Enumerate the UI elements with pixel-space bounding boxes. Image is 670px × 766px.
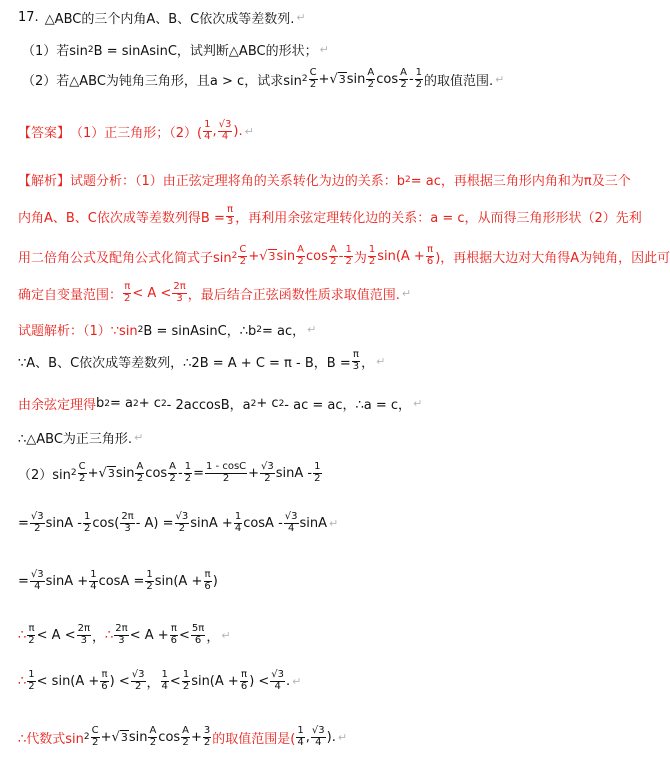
frac-c-2: $\frac{C}{2}$: [91, 725, 99, 748]
paragraph-mark: ↵: [134, 431, 144, 444]
therefore-symbol: ∴: [105, 627, 114, 643]
conclusion-text: ∴代数式sin: [18, 731, 84, 747]
paragraph-mark: ↵: [296, 11, 306, 24]
sqrt-3: √ 3: [111, 729, 128, 745]
frac-a-2: $\frac{A}{2}$: [169, 461, 177, 484]
part-1-text: B = sinAsinC，试判断△ABC的形状；: [93, 44, 318, 59]
frac-2pi-3: $\frac{2\pi}{3}$: [121, 511, 134, 534]
sqrt-3: √ 3: [259, 248, 276, 264]
solution-plus-c: + c: [138, 396, 161, 411]
frac-pi-6: $\frac{\pi}{6}$: [240, 669, 248, 692]
analysis-text-3b: 为: [353, 250, 367, 266]
paragraph-mark: ↵: [244, 124, 254, 138]
solution-line-9: ∴ $\frac{1}{2}$ < sin(A + $\frac{\pi}{6}$ ) < $\frac{√3}{2}$ ， $\frac{1}{4}$ < $\frac{1}{2}$ sin(A + $\frac{\pi}{6}$ ) < $\frac{√3}{4}$ . ↵: [18, 669, 302, 692]
frac-1-4: $\frac{1}{4}$: [204, 119, 211, 142]
frac-a-2: $\frac{A}{2}$: [136, 461, 144, 484]
question-number: 17.: [18, 10, 39, 25]
frac-a-2: $\frac{A}{2}$: [297, 244, 305, 267]
paragraph-mark: ↵: [292, 674, 302, 688]
analysis-text-3c: sin(A +: [377, 248, 425, 264]
paragraph-mark: ↵: [221, 628, 231, 642]
analysis-line-4: [18, 282, 411, 304]
solution-text-1: 试题解析：（1）∵sin: [18, 324, 138, 339]
solution-line-10: ∴代数式sin 2 $\frac{C}{2}$ + √ 3 sin $\frac{A}{2}$ cos $\frac{A}{2}$ + $\frac{3}{2}$ 的取值范围是( $\frac{1}{4}$ , $\frac{√3}{4}$ ). ↵: [18, 725, 348, 748]
frac-1-4: $\frac{1}{4}$: [90, 569, 97, 592]
solution-text-4: ∴△ABC为正三角形.: [18, 432, 133, 447]
paragraph-mark: ↵: [307, 323, 317, 336]
frac-c-2: $\frac{C}{2}$: [239, 244, 247, 267]
frac-1-2: $\frac{1}{2}$: [314, 461, 321, 484]
part-2-lead: （2）若△ABC为钝角三角形，且a > c，试求sin: [22, 73, 302, 89]
frac-1-4: $\frac{1}{4}$: [297, 725, 304, 748]
frac-1-2: $\frac{1}{2}$: [182, 669, 190, 692]
frac-1-2: $\frac{1}{2}$: [345, 244, 352, 267]
therefore-symbol: ∴: [18, 627, 27, 643]
frac-1-2: $\frac{1}{2}$: [146, 569, 153, 592]
frac-pi-6: $\frac{\pi}{6}$: [426, 244, 434, 267]
frac-pi-6: $\frac{\pi}{6}$: [170, 623, 178, 646]
frac-1-2: $\frac{1}{2}$: [368, 244, 376, 267]
frac-sqrt3-2: $\frac{√3}{2}$: [131, 669, 145, 692]
analysis-line-1: 【解析】 试题分析：（1）由正弦定理将角的关系转化为边的关系：b 2 = ac，再根据三角形内角和为π及三个: [18, 170, 631, 189]
part-2-tail: 的取值范围.: [424, 73, 494, 89]
analysis-line-2: [18, 205, 642, 227]
solution-line-2: ∵A、B、C依次成等差数列，∴2B = A + C = π - B，B = $\frac{\pi}{3}$ ， ↵: [18, 349, 386, 372]
analysis-text-4b: < A <: [132, 285, 172, 301]
solution-b: b: [96, 396, 105, 411]
frac-1-2: $\frac{1}{2}$: [415, 67, 423, 90]
paragraph-mark: ↵: [337, 730, 348, 744]
solution-text-5a: （2）sin: [18, 467, 71, 483]
solution-text-3e: - 2accosB，a: [166, 398, 251, 413]
frac-1-cosc-2: $\frac{1 - \cos C}{2}$: [206, 461, 247, 484]
frac-1-4: $\frac{1}{4}$: [234, 511, 242, 534]
solution-text-3a: 由余弦定理得: [18, 398, 97, 413]
frac-pi-2: $\frac{\pi}{2}$: [124, 281, 131, 304]
frac-pi-3: $\frac{\pi}{3}$: [226, 204, 234, 227]
frac-sqrt3-4: $\frac{√3}{4}$: [284, 511, 298, 534]
analysis-text-4c: ，最后结合正弦函数性质求取值范围.: [187, 287, 400, 303]
paragraph-mark: ↵: [495, 72, 505, 86]
frac-2pi-3: $\frac{2\pi}{3}$: [77, 623, 90, 646]
frac-1-2: $\frac{1}{2}$: [83, 511, 91, 534]
frac-1-2: $\frac{1}{2}$: [184, 461, 192, 484]
paragraph-mark: ↵: [401, 286, 412, 300]
frac-c-2: $\frac{C}{2}$: [78, 461, 86, 484]
frac-5pi-6: $\frac{5\pi}{6}$: [191, 623, 205, 646]
solution-text-1c: = ac，: [261, 324, 306, 339]
analysis-label: 【解析】: [18, 174, 71, 189]
frac-a-2: $\frac{A}{2}$: [329, 244, 337, 267]
analysis-text-1: 试题分析：（1）由正弦定理将角的关系转化为边的关系：b: [70, 174, 406, 189]
solution-line-4: [18, 428, 143, 447]
paragraph-mark: ↵: [329, 516, 339, 530]
part-1: （1）若sin 2 B = sinAsinC，试判断△ABC的形状； ↵: [22, 40, 329, 59]
frac-1-4: $\frac{1}{4}$: [161, 669, 168, 692]
solution-line-1: 试题解析：（1）∵sin 2 B = sinAsinC，∴b 2 = ac， ↵: [18, 320, 316, 339]
frac-a-2: $\frac{A}{2}$: [367, 67, 375, 90]
frac-sqrt3-4: $\frac{√3}{4}$: [218, 119, 232, 142]
therefore-symbol: ∴: [18, 673, 27, 689]
solution-line-8: ∴ $\frac{\pi}{2}$ < A < $\frac{2\pi}{3}$ ， ∴ $\frac{2\pi}{3}$ < A + $\frac{\pi}{6}$ < $\frac{5\pi}{6}$ ， ↵: [18, 623, 231, 646]
solution-text-2: ∵A、B、C依次成等差数列，∴2B = A + C = π - B，B =: [18, 355, 351, 371]
frac-pi-6: $\frac{\pi}{6}$: [204, 569, 211, 592]
conclusion-tail: 的取值范围是(: [212, 731, 296, 747]
frac-sqrt3-4: $\frac{√3}{4}$: [311, 725, 325, 748]
frac-sqrt3-2: $\frac{√3}{2}$: [30, 511, 44, 534]
solution-plus-c: + c: [256, 396, 279, 411]
frac-sqrt3-4: $\frac{√3}{4}$: [30, 569, 44, 592]
solution-text-1b: B = sinAsinC，∴b: [143, 324, 257, 339]
paragraph-mark: ↵: [413, 397, 423, 410]
sqrt-3: √ 3: [329, 71, 346, 87]
frac-sqrt3-2: $\frac{√3}{2}$: [261, 461, 274, 484]
frac-3-2: $\frac{3}{2}$: [203, 725, 211, 748]
solution-line-3: 由余弦定理得 b 2 = a 2 + c 2 - 2accosB，a 2 + c 2 - ac = ac，∴a = c， ↵: [18, 396, 423, 413]
solution-line-7: = $\frac{√3}{4}$ sinA + $\frac{1}{4}$ cosA = $\frac{1}{2}$ sin(A + $\frac{\pi}{6}$ ): [18, 569, 218, 592]
paragraph-mark: ↵: [376, 354, 386, 368]
frac-1-2: $\frac{1}{2}$: [28, 669, 35, 692]
analysis-text-2b: ，再利用余弦定理转化边的关系：a = c，从而得三角形形状（2）先利: [235, 210, 642, 226]
frac-2pi-3: $\frac{2\pi}{3}$: [173, 281, 186, 304]
frac-pi-3: $\frac{\pi}{3}$: [352, 349, 360, 372]
frac-pi-6: $\frac{\pi}{6}$: [101, 669, 108, 692]
answer-text: （1）正三角形；（2）(: [70, 125, 203, 141]
analysis-text-3a: 用二倍角公式及配角公式化简式子sin: [18, 250, 232, 266]
frac-a-2: $\frac{A}{2}$: [149, 725, 157, 748]
part-1-lead: （1）若sin: [22, 44, 88, 59]
frac-a-2: $\frac{A}{2}$: [182, 725, 190, 748]
frac-sqrt3-4: $\frac{√3}{4}$: [271, 669, 285, 692]
frac-sqrt3-2: $\frac{√3}{2}$: [175, 511, 189, 534]
frac-a-2: $\frac{A}{2}$: [400, 67, 407, 90]
sqrt-3: √ 3: [98, 465, 115, 481]
frac-2pi-3: $\frac{2\pi}{3}$: [115, 623, 128, 646]
analysis-text-4a: 确定自变量范围：: [18, 287, 123, 303]
question-stem: [18, 8, 306, 27]
answer-label: 【答案】: [18, 125, 71, 141]
solution-eq: = a: [110, 396, 134, 411]
answer-line: 【答案】 （1）正三角形；（2）( $\frac{1}{4}$ , $\frac{√3}{4}$ ). ↵: [18, 119, 254, 142]
solution-text-3g: - ac = ac，∴a = c，: [284, 398, 412, 413]
solution-line-6: = $\frac{√3}{2}$ sinA - $\frac{1}{2}$ cos( $\frac{2\pi}{3}$ - A) = $\frac{√3}{2}$ sinA + $\frac{1}{4}$ cosA - $\frac{√3}{4}$ sinA ↵: [18, 511, 339, 534]
frac-c-2: $\frac{C}{2}$: [309, 67, 317, 90]
question-text: △ABC的三个内角A、B、C依次成等差数列.: [44, 12, 295, 27]
solution-line-5: （2）sin 2 $\frac{C}{2}$ + √ 3 sin $\frac{A}{2}$ cos $\frac{A}{2}$ - $\frac{1}{2}$ = $\frac{1 - \cos C}{2}$ + $\frac{√3}{2}$ sinA - $\frac{1}{2}$: [18, 461, 321, 484]
part-2: （2）若△ABC为钝角三角形，且a > c，试求sin 2 $\frac{C}{2}$ + √ 3 sin $\frac{A}{2}$ cos $\frac{A}{2}$ - $\frac{1}{2}$ 的取值范围. ↵: [22, 67, 505, 90]
frac-pi-2: $\frac{\pi}{2}$: [28, 623, 35, 646]
paragraph-mark: ↵: [319, 43, 329, 56]
analysis-line-3: 用二倍角公式及配角公式化简式子sin 2 $\frac{C}{2}$ + √ 3 sin $\frac{A}{2}$ cos $\frac{A}{2}$ - $\frac{1}{2}$ 为 $\frac{1}{2}$ sin(A + $\frac{\pi}{6}$ )，再根据大边对大角得A为钝角，因此可: [18, 244, 670, 267]
analysis-text-1b: = ac，再根据三角形内角和为π及三个: [410, 174, 631, 189]
analysis-text-2a: 内角A、B、C依次成等差数列得B =: [18, 210, 225, 226]
analysis-text-3d: )，再根据大边对大角得A为钝角，因此可: [435, 250, 670, 266]
